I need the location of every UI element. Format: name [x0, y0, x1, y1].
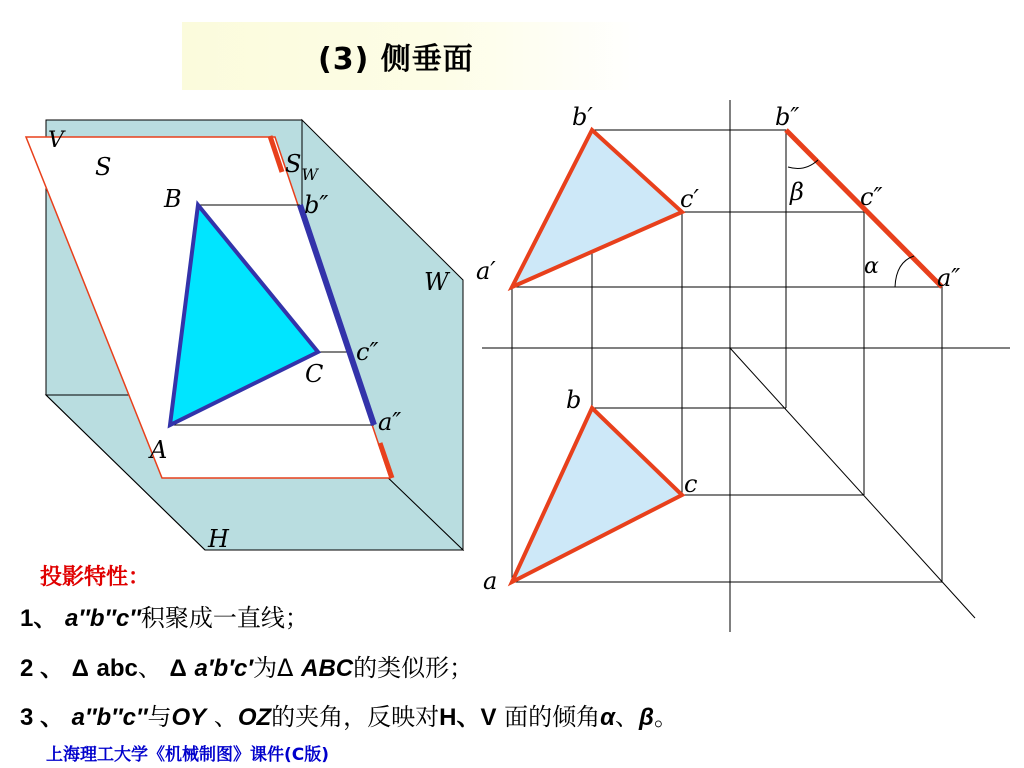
top-triangle	[512, 408, 682, 582]
orthographic-view	[476, 100, 1010, 632]
alpha-arc	[895, 256, 914, 287]
label-s: S	[95, 153, 112, 181]
page-title: (3) 侧垂面	[318, 42, 474, 77]
front-triangle	[512, 130, 682, 287]
label-sw: $S_W$	[285, 150, 318, 184]
label-b: b	[566, 386, 582, 414]
label-b1: b′	[572, 103, 593, 131]
label-a2-r: a″	[937, 264, 961, 292]
formula-a2b2c2: a″b″c″	[65, 605, 141, 632]
perspective-view	[26, 120, 463, 553]
label-C: C	[305, 360, 324, 388]
label-c: c	[684, 470, 698, 498]
label-A: A	[150, 436, 168, 464]
label-beta: β	[790, 178, 804, 206]
footer-credit: 上海理工大学《机械制图》课件(C版)	[46, 745, 330, 765]
property-line-3: 3 、 a″b″c″与OY 、OZ的夹角，反映对H、V 面的倾角α、β。	[20, 703, 678, 731]
label-c2: c″	[356, 338, 379, 366]
label-c1: c′	[680, 185, 699, 213]
label-alpha: α	[864, 254, 879, 279]
label-W: W	[424, 268, 449, 296]
label-b2: b″	[304, 191, 329, 219]
label-b2-r: b″	[775, 103, 800, 131]
label-B: B	[164, 185, 182, 213]
label-a2: a″	[378, 408, 402, 436]
properties-heading: 投影特性：	[40, 565, 151, 590]
diagonal-45	[730, 348, 975, 618]
beta-arc	[788, 160, 818, 168]
label-c2-r: c″	[860, 183, 883, 211]
label-a: a	[483, 567, 498, 595]
label-v: V	[48, 128, 64, 153]
property-line-2: 2 、 Δ abc、 Δ a′b′c′为Δ ABC的类似形；	[20, 654, 474, 682]
label-H: H	[208, 525, 229, 553]
property-line-1: 1、 a″b″c″积聚成一直线；	[20, 604, 309, 632]
label-a1: a′	[476, 257, 496, 285]
